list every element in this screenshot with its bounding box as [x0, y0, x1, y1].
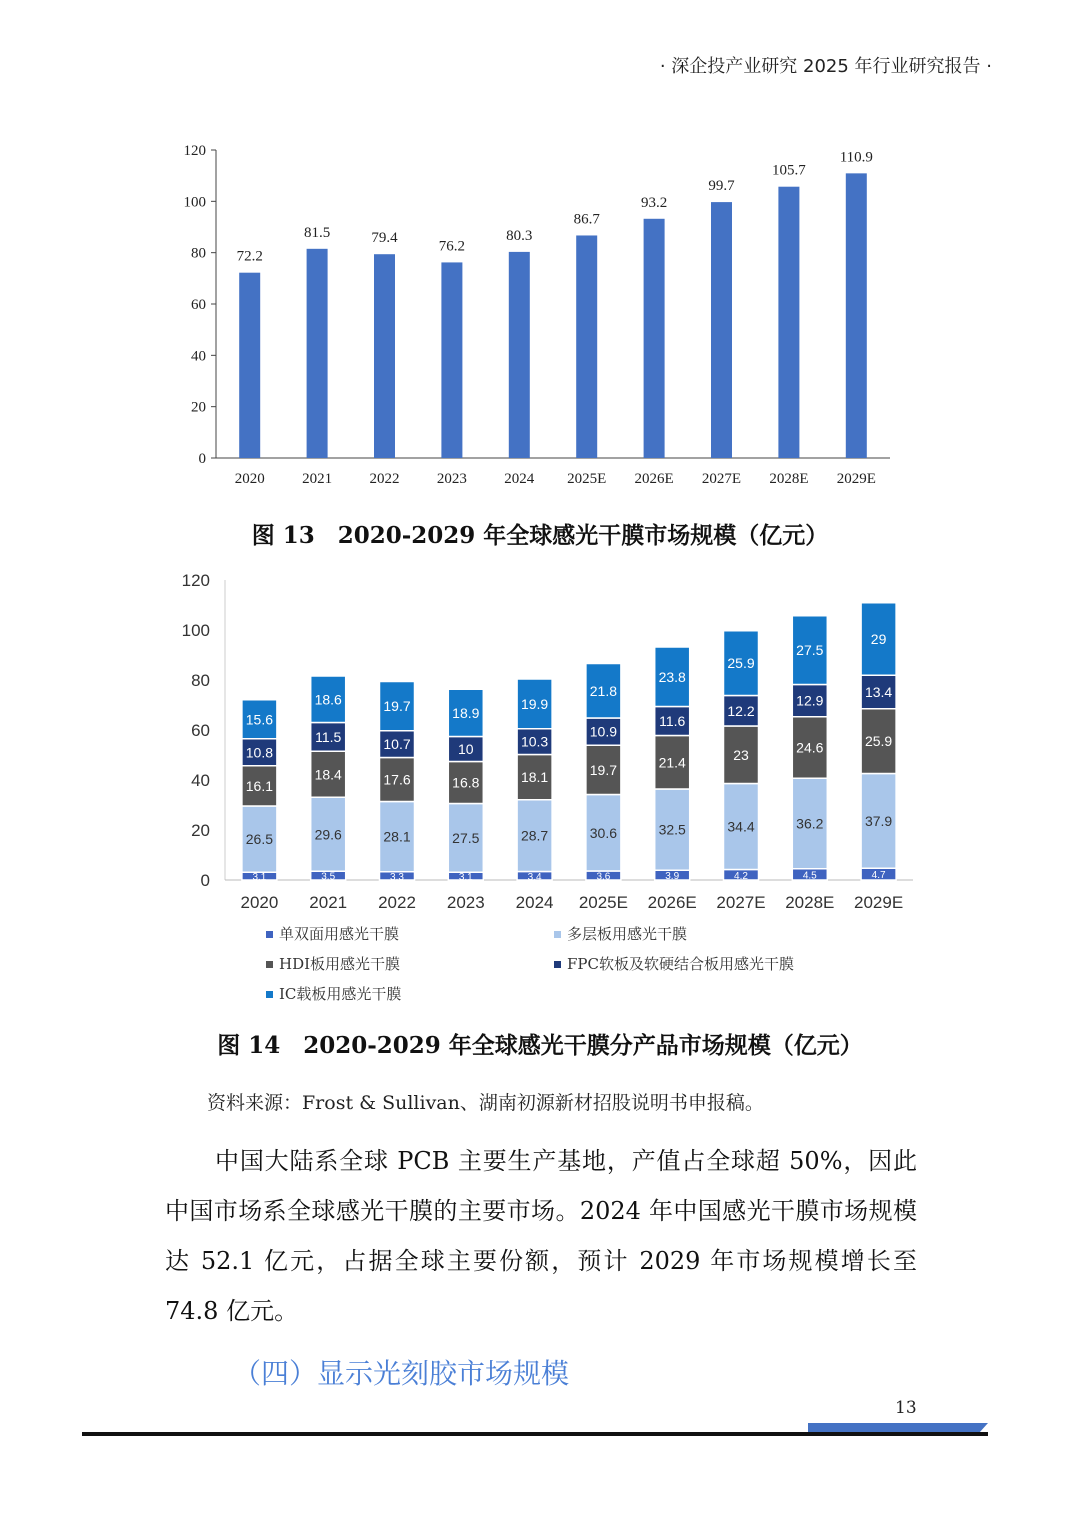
- data-label: 72.2: [236, 248, 263, 265]
- segment-value-label: 16.1: [245, 777, 274, 794]
- x-tick-label: 2021: [309, 893, 348, 912]
- page-number: 13: [895, 1398, 917, 1418]
- legend-swatch: [266, 961, 273, 968]
- data-label: 93.2: [640, 194, 668, 211]
- segment-value-label: 34.4: [727, 818, 755, 835]
- segment-value-label: 3.3: [390, 871, 404, 883]
- legend-swatch: [266, 931, 273, 938]
- x-tick-label: 2029E: [836, 471, 876, 487]
- segment-value-label: 3.1: [252, 872, 267, 884]
- report-header: · 深企投产业研究 2025 年行业研究报告 ·: [659, 56, 992, 77]
- segment-value-label: 24.6: [796, 739, 824, 756]
- segment-value-label: 4.7: [871, 870, 886, 882]
- segment-value-label: 30.6: [589, 824, 618, 841]
- data-label: 76.2: [438, 238, 466, 255]
- segment-value-label: 3.4: [527, 871, 542, 883]
- segment-value-label: 21.4: [658, 754, 686, 771]
- data-label: 99.7: [708, 178, 735, 195]
- data-label: 79.4: [371, 230, 398, 247]
- legend-swatch: [266, 991, 273, 998]
- x-tick-label: 2023: [436, 471, 467, 487]
- segment-value-label: 29.6: [314, 826, 342, 843]
- legend-label: HDI板用感光干膜: [279, 955, 401, 973]
- x-tick-label: 2021: [302, 471, 333, 487]
- y-tick-label: 100: [181, 621, 210, 640]
- segment-value-label: 37.9: [864, 812, 893, 829]
- segment-value-label: 19.9: [520, 695, 549, 712]
- segment-value-label: 16.8: [452, 774, 480, 791]
- segment-value-label: 12.2: [727, 702, 755, 719]
- y-tick-label: 80: [191, 671, 210, 690]
- segment-value-label: 17.6: [383, 771, 411, 788]
- x-tick-label: 2025E: [578, 893, 628, 912]
- data-label: 86.7: [573, 211, 600, 228]
- x-tick-label: 2027E: [716, 893, 766, 912]
- segment-value-label: 27.5: [796, 642, 824, 659]
- segment-value-label: 10.3: [520, 733, 549, 750]
- legend-label: FPC软板及软硬结合板用感光干膜: [567, 955, 794, 973]
- segment-value-label: 10: [458, 741, 474, 757]
- y-tick-label: 60: [191, 721, 210, 740]
- x-tick-label: 2028E: [785, 893, 835, 912]
- y-tick-label: 80: [191, 245, 206, 262]
- y-tick-label: 20: [191, 821, 210, 840]
- y-tick-label: 40: [191, 771, 210, 790]
- segment-value-label: 18.1: [520, 769, 549, 786]
- x-tick-label: 2027E: [701, 471, 742, 487]
- section-title: （四）显示光刻胶市场规模: [233, 1357, 570, 1390]
- segment-value-label: 18.6: [314, 691, 342, 708]
- x-tick-label: 2026E: [634, 471, 674, 487]
- body-paragraph: 中国大陆系全球 PCB 主要生产基地，产值占全球超 50%，因此中国市场系全球感光干膜的主要市场。2024 年中国感光干膜市场规模达 52.1 亿元，占据全球主要份额，预计 2029 年市场规模增长至 74.8 亿元。: [165, 1147, 917, 1325]
- segment-value-label: 11.6: [659, 713, 686, 729]
- segment-value-label: 28.1: [383, 828, 411, 845]
- data-label: 80.3: [506, 227, 533, 244]
- segment-value-label: 25.9: [727, 655, 755, 672]
- segment-value-label: 36.2: [796, 815, 824, 832]
- segment-value-label: 28.7: [520, 827, 549, 844]
- segment-value-label: 10.9: [589, 723, 618, 740]
- x-tick-label: 2023: [446, 893, 485, 912]
- y-tick-label: 120: [183, 143, 206, 159]
- segment-value-label: 18.9: [452, 704, 480, 721]
- y-tick-label: 120: [181, 571, 210, 590]
- legend-swatch: [554, 931, 561, 938]
- footer-rule: [82, 1432, 988, 1436]
- segment-value-label: 12.9: [796, 692, 824, 709]
- segment-value-label: 10.8: [245, 744, 274, 761]
- x-tick-label: 2024: [504, 471, 535, 487]
- x-tick-label: 2028E: [769, 471, 809, 487]
- x-tick-label: 2029E: [854, 893, 904, 912]
- segment-value-label: 23: [733, 746, 749, 763]
- segment-value-label: 3.1: [458, 872, 473, 884]
- x-tick-label: 2025E: [567, 471, 607, 487]
- y-tick-label: 60: [191, 297, 206, 313]
- segment-value-label: 3.9: [665, 871, 680, 883]
- segment-value-label: 13.4: [864, 684, 893, 700]
- x-tick-label: 2026E: [647, 893, 697, 912]
- segment-value-label: 27.5: [452, 829, 480, 846]
- segment-value-label: 32.5: [658, 821, 686, 838]
- segment-value-label: 10.7: [383, 736, 411, 753]
- x-tick-label: 2020: [234, 471, 265, 487]
- y-tick-label: 20: [191, 399, 206, 416]
- segment-value-label: 4.5: [802, 870, 817, 882]
- segment-value-label: 26.5: [245, 831, 274, 848]
- segment-value-label: 11.5: [315, 728, 342, 745]
- y-tick-label: 40: [191, 348, 206, 365]
- segment-value-label: 4.2: [734, 870, 748, 882]
- figure14-caption: 图 14 2020-2029 年全球感光干膜分产品市场规模（亿元）: [217, 1032, 863, 1059]
- segment-value-label: 18.4: [314, 766, 342, 783]
- segment-value-label: 3.6: [596, 871, 611, 883]
- x-tick-label: 2024: [515, 893, 554, 912]
- y-tick-label: 0: [200, 871, 210, 890]
- segment-value-label: 25.9: [864, 733, 893, 750]
- data-label: 110.9: [839, 149, 873, 166]
- legend-swatch: [554, 961, 561, 968]
- segment-value-label: 19.7: [383, 698, 411, 715]
- segment-value-label: 3.5: [321, 871, 336, 883]
- segment-value-label: 15.6: [245, 711, 274, 728]
- legend-label: 多层板用感光干膜: [567, 925, 688, 943]
- data-label: 105.7: [772, 162, 806, 179]
- x-tick-label: 2020: [240, 893, 279, 912]
- y-tick-label: 100: [183, 194, 206, 211]
- source-note: 资料来源：Frost & Sullivan、湖南初源新材招股说明书申报稿。: [207, 1092, 764, 1114]
- segment-value-label: 23.8: [658, 668, 686, 685]
- data-label: 81.5: [303, 224, 331, 241]
- figure13-caption: 图 13 2020-2029 年全球感光干膜市场规模（亿元）: [251, 522, 829, 549]
- legend-label: IC载板用感光干膜: [279, 985, 402, 1003]
- legend-label: 单双面用感光干膜: [279, 925, 400, 943]
- segment-value-label: 19.7: [589, 761, 618, 778]
- segment-value-label: 29: [870, 631, 887, 647]
- x-tick-label: 2022: [369, 471, 400, 487]
- y-tick-label: 0: [198, 451, 206, 467]
- segment-value-label: 21.8: [589, 682, 618, 699]
- x-tick-label: 2022: [378, 893, 416, 912]
